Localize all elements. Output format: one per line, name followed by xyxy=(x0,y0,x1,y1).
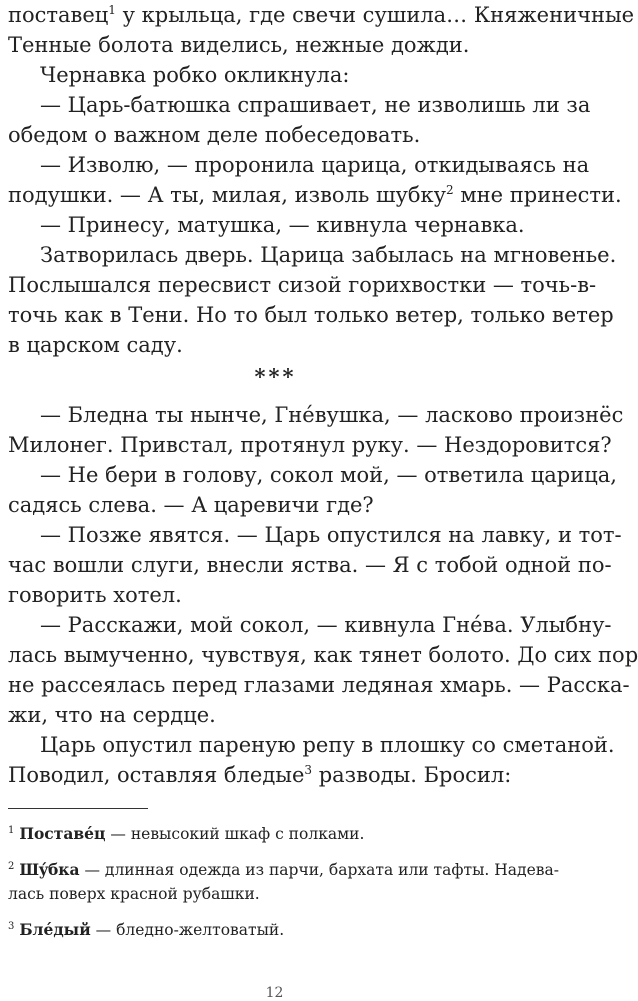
text-line: точь как в Тени. Но то был только ветер, только ветер xyxy=(8,303,614,327)
text-line: в царском саду. xyxy=(8,333,183,357)
text-line: — Не бери в голову, сокол мой, — ответила царица, xyxy=(40,463,617,487)
section-separator: *** xyxy=(254,364,297,389)
text-line: не рассеялась перед глазами ледяная хмарь. — Расска- xyxy=(8,673,630,697)
text-line: — Бледна ты нынче, Гнéвушка, — ласково произнёс xyxy=(40,403,624,427)
text-line: Тенные болота виделись, нежные дожди. xyxy=(8,33,470,57)
text-line: — Позже явятся. — Царь опустился на лавку, и тот- xyxy=(40,523,622,547)
text-line: — Царь-батюшка спрашивает, не изволишь ли за xyxy=(40,93,591,117)
text-line: обедом о важном деле побеседовать. xyxy=(8,123,421,147)
text-line: — Изволю, — проронила царица, откидываясь на xyxy=(40,153,590,177)
text-line: Поводил, оставляя бледые$^3$ разводы. Бросил: xyxy=(8,763,512,787)
footnote-2: $^2$ Шýбка — длинная одежда из парчи, бархата или тафты. Надева- xyxy=(8,860,559,879)
text-line: подушки. — А ты, милая, изволь шубку$^2$ мне принести. xyxy=(8,183,622,207)
text-line: поставец$^1$ у крыльца, где свечи сушила… Княженичные xyxy=(8,3,635,27)
text-line: — Принесу, матушка, — кивнула чернавка. xyxy=(40,213,525,237)
text-line: Царь опустил пареную репу в плошку со сметаной. xyxy=(40,733,615,757)
footnote-2-continued: лась поверх красной рубашки. xyxy=(8,885,260,903)
text-line: жи, что на сердце. xyxy=(8,703,216,727)
text-line: садясь слева. — А царевичи где? xyxy=(8,493,374,517)
text-line: час вошли слуги, внесли яства. — Я с тобой одной по- xyxy=(8,553,612,577)
page-number: 12 xyxy=(265,985,284,1001)
text-line: Чернавка робко окликнула: xyxy=(40,63,350,87)
footnote-3: $^3$ Блéдый — бледно-желтоватый. xyxy=(8,920,285,939)
text-line: Затворилась дверь. Царица забылась на мгновенье. xyxy=(40,243,617,267)
footnote-1: $^1$ Поставéц — невысокий шкаф с полками. xyxy=(8,824,365,843)
text-line: Милонег. Привстал, протянул руку. — Нездоровится? xyxy=(8,433,612,457)
footnote-divider xyxy=(8,808,148,809)
text-line: говорить хотел. xyxy=(8,583,182,607)
text-line: лась вымученно, чувствуя, как тянет болото. До сих пор xyxy=(8,643,638,667)
text-line: Послышался пересвист сизой горихвостки — точь-в- xyxy=(8,273,597,297)
text-line: — Расскажи, мой сокол, — кивнула Гнéва. Улыбну- xyxy=(40,613,612,637)
